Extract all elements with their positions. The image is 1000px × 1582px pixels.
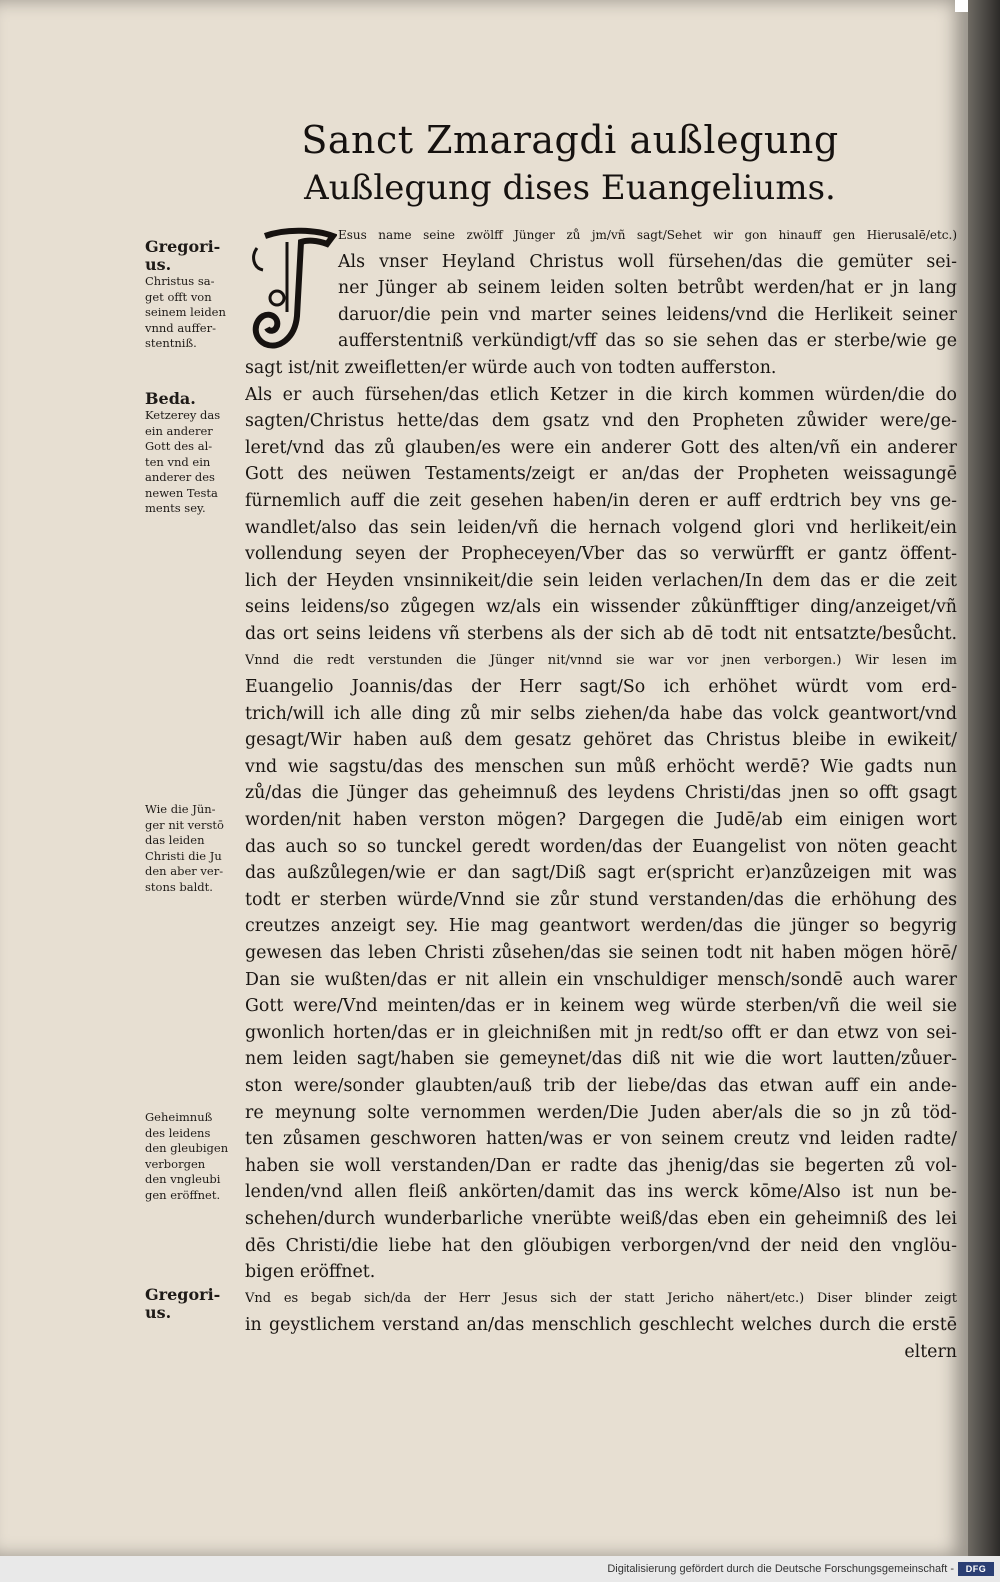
text-line: trich/will ich alle ding zů mir selbs ziehen/da habe das volck geantwort/vnd (245, 703, 957, 724)
note-line: ments sey. (145, 501, 206, 515)
note-line: verborgen (145, 1156, 206, 1171)
text-line: vnd wie sagstu/das des menschen sun můß erhöcht werdē? Wie gadts nun (245, 756, 957, 777)
text-line: das außzůlegen/wie er dan sagt/Diß sagt er(spricht er)anzůzeigen mit was (245, 863, 957, 884)
text-line: nem leiden sagt/haben sie gemeynet/das diß nit wie die wort lautten/zůuer- (245, 1049, 957, 1070)
margin-note-gregorius-2 (145, 1286, 245, 1322)
margin-note-gregorius (145, 238, 245, 352)
text-line: re meynung solte vernommen werden/Die Juden aber/als die so jn zů töd- (245, 1102, 957, 1123)
text-line: dēs Christi/die liebe hat den glöubigen verborgen/vnd der neid den vnglöu- (245, 1235, 957, 1256)
text-line: haben sie woll verstanden/Dan er radte das jhenig/das sie begerten zů vol- (245, 1155, 957, 1176)
text-line: todt er sterben würde/Vnnd sie zůr stund verstanden/das die erhöhung des (245, 889, 957, 910)
note-line: das leiden (145, 833, 205, 847)
note-line: den vngleubi (145, 1172, 221, 1186)
text-line: Als vnser Heyland Christus woll fürsehen/das die gemüter sei- (338, 251, 957, 272)
footer-credit: Digitalisierung gefördert durch die Deutsche Forschungsgemeinschaft - (607, 1563, 954, 1575)
note-line: vnnd auffer- (145, 320, 216, 335)
text-line: Euangelio Joannis/das der Herr sagt/So ich erhöhet würdt vom erd- (245, 677, 957, 698)
note-line: ten vnd ein (145, 454, 211, 469)
note-line: us. (145, 255, 172, 274)
text-line: vollendung seyen der Propheceyen/Vber das so verwürfft er gantz öffent- (245, 544, 957, 565)
text-line: fürnemlich auff die zeit gesehen haben/in deren er auff erdtrich bey vns ge- (245, 490, 957, 511)
text-line: worden/nit haben verston mögen? Dargegen die Judē/ab eim einigen wort (245, 810, 957, 831)
text-line: Esus name seine zwölff Jünger zů jm/vñ sagt/Sehet wir gon hinauff gen Hierusalē/etc.) (338, 228, 957, 242)
page-title: Sanct Zmaragdi außlegung (301, 118, 839, 162)
note-line: des leidens (145, 1125, 211, 1140)
text-line: zů/das die Jünger das geheimnuß des leydens Christi/das jnen so offt gsagt (245, 783, 957, 804)
dfg-logo: DFG (958, 1562, 994, 1576)
note-line: us. (145, 1303, 172, 1322)
main-text (245, 222, 957, 1366)
margin-notes (145, 230, 245, 1430)
note-line: newen Testa (145, 485, 218, 500)
text-line: sagt ist/nit zweifletten/er würde auch von todten aufferston. (245, 357, 777, 378)
text-line: schehen/durch wunderbarliche vnerübte weiß/das eben ein geheimniß des lei (245, 1208, 957, 1229)
text-line: Vnnd die redt verstunden die Jünger nit/vnnd sie war vor jnen verborgen.) Wir lesen im (245, 652, 957, 668)
text-line: das ort seins leidens vñ sterbens als der sich ab dē todt nit entsatzte/besůcht. (245, 623, 957, 644)
note-line: gen eröffnet. (145, 1187, 221, 1202)
text-line: ner Jünger ab seinem leiden solten betrůbt werden/hat er jn lang (338, 278, 957, 299)
page-subtitle: Außlegung dises Euangeliums. (304, 168, 836, 208)
note-line: Geheimnuß (145, 1110, 213, 1124)
text-line: bigen eröffnet. (245, 1262, 376, 1283)
text-line: gewesen das leben Christi zůsehen/das sie seinen todt nit haben mögen hörē/ (245, 943, 957, 964)
note-line: Gregori- (145, 237, 221, 256)
text-line: wandlet/also das sein leiden/vñ die hernach volgend glori vnd herlikeit/ein (245, 517, 957, 538)
note-line: Ketzerey das (145, 408, 221, 422)
text-line: Dan sie wußten/das er nit allein ein vnschuldiger mensch/sondē auch warer (245, 969, 957, 990)
text-line: gesagt/Wir haben auß dem gesatz gehöret das Christus bleibe in ewikeit/ (245, 730, 957, 751)
note-line: seinem leiden (145, 305, 226, 319)
margin-note-beda (145, 390, 245, 517)
digitization-footer (0, 1556, 1000, 1582)
text-line: das auch so so tunckel geredt worden/das der Euangelist von nöten geacht (245, 836, 957, 857)
text-line: daruor/die pein vnd marter seines leidens/vnd die Herlikeit seiner (338, 304, 957, 325)
note-line: Christi die Ju (145, 848, 222, 863)
text-line: leret/vnd das zů glauben/es were ein anderer Gott des alten/vñ ein anderer (245, 437, 957, 458)
text-line: Gott des neüwen Testaments/zeigt er an/das der Propheten weissagungē (245, 464, 957, 485)
text-line: gwonlich horten/das er in gleichnißen mit jn redt/so offt er dan etwz von sei- (245, 1022, 957, 1043)
text-line: seins leidens/so zůgegen wz/als ein wissender zůkünfftiger ding/anzeiget/vñ (245, 597, 957, 618)
book-spine (968, 0, 1000, 1556)
note-line: den gleubigen (145, 1141, 229, 1155)
note-line: Beda. (145, 389, 196, 408)
text-line: aufferstentniß verkündigt/vff das so sie sehen das er sterbe/wie ge (338, 331, 957, 352)
margin-note-juenger (145, 802, 245, 895)
note-line: den aber ver- (145, 864, 224, 878)
note-line: ein anderer (145, 423, 213, 438)
text-line: Als er auch fürsehen/das etlich Ketzer in die kirch kommen würden/die do (245, 384, 957, 405)
text-line: Gott were/Vnd meinten/das er in keinem weg würde sterben/vñ die weil sie (245, 996, 957, 1017)
margin-note-geheimnuss (145, 1110, 245, 1203)
note-line: stons baldt. (145, 879, 213, 894)
text-line: lich der Heyden vnsinnikeit/die sein leiden verlachen/In dem das er die zeit (245, 570, 957, 591)
note-line: anderer des (145, 470, 215, 484)
text-line: sagten/Christus hette/das dem gsatz vnd den Propheten zůwider were/ge- (245, 411, 957, 432)
text-line: ston were/sonder glaubten/auß trib der liebe/das das etwan auff ein ande- (245, 1076, 957, 1096)
note-line: stentniß. (145, 336, 197, 350)
catchword: eltern (904, 1341, 957, 1362)
page-corner (955, 0, 968, 12)
note-line: Wie die Jün- (145, 802, 216, 816)
note-line: Gott des al- (145, 439, 213, 453)
note-line: get offt von (145, 289, 212, 304)
note-line: Gregori- (145, 1285, 221, 1304)
text-line: in geystlichem verstand an/das menschlich geschlecht welches durch die erstē (245, 1315, 957, 1336)
text-line: creutzes anzeigt sey. Hie mag geantwort werden/das die jünger so begyrig (245, 916, 957, 937)
text-line: lenden/vnd allen fleiß ankörten/damit das ins werck kōme/Also ist nun be- (245, 1182, 957, 1203)
note-line: Christus sa- (145, 274, 215, 288)
text-line: ten zůsamen geschworen hatten/was er von seinem creutz vnd leiden radte/ (245, 1129, 957, 1150)
note-line: ger nit verstō (145, 817, 224, 832)
text-line: Vnd es begab sich/da der Herr Jesus sich der statt Jericho nähert/etc.) Diser blinder zeigt (245, 1290, 957, 1306)
